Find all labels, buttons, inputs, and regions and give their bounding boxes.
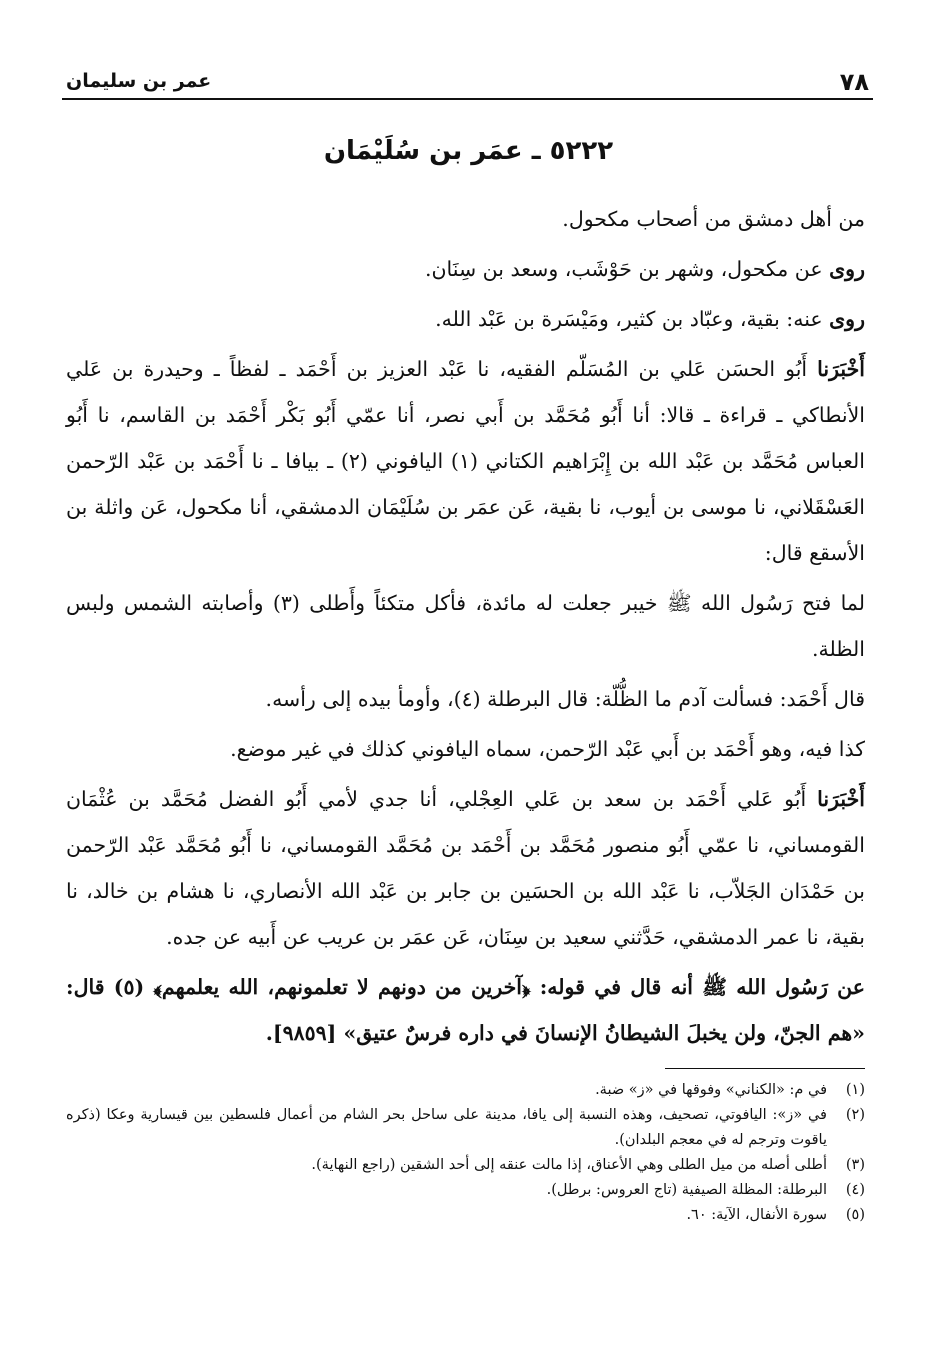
footnote-number: (٣) <box>845 1157 865 1173</box>
paragraph <box>66 246 865 292</box>
footnote-number: (٥) <box>845 1207 865 1223</box>
footnote-text: أطلى أصله من ميل الطلى وهي الأعناق، إذا مالت عنقه إلى أحد الشقين (راجع النهاية). <box>311 1157 827 1173</box>
paragraph <box>66 676 865 722</box>
paragraph <box>66 776 865 960</box>
running-title: عمر بن سليمان <box>66 70 212 92</box>
footnote-text: في «ز»: اليافوتي، تصحيف، وهذه النسبة إلى يافا، مدينة على ساحل بحر الشام من أعمال فلسطين بين قيسارية وعكا (ذكره ياقوت وترجم له في معجم البلدان). <box>66 1107 827 1148</box>
paragraph-text: كذا فيه، وهو أَحْمَد بن أَبي عَبْد الرّحمن، سماه اليافوني كذلك في غير موضع. <box>230 737 865 761</box>
paragraph-text: أَبُو الحسَن عَلي بن المُسَلّم الفقيه، نا عَبْد العزيز بن أَحْمَد ـ لفظاً ـ وحيدرة بن عَلي الأنطاكي ـ قراءة ـ قالا: أنا أَبُو مُحَمَّد بن أَبي نصر، أنا عمّي أَبُو بَكْر أَحْمَد بن القاسم، نا أَبُو العباس مُحَمَّد بن عَبْد الله بن إِبْرَاهيم الكتاني (١) اليافوني (٢) ـ بيافا ـ نا أَحْمَد بن عَبْد الرّحمن العَسْقَلاني، نا موسى بن أيوب، نا بقية، عَن عمَر بن سُلَيْمَان الدمشقي، أنا مكحول، عَن واثلة بن الأسقع قال: <box>66 357 865 565</box>
paragraph-text: أَبُو عَلي أَحْمَد بن سعد بن عَلي العِجْلي، أنا جدي لأمي أَبُو الفضل مُحَمَّد بن عُثْمَان القومساني، نا عمّي أَبُو منصور مُحَمَّد بن أَحْمَد بن مُحَمَّد القومساني، نا أَبُو مُحَمَّد عَبْد الرّحمن بن حَمْدَان الجَلاّب، نا عَبْد الله بن الحسَين بن جابر بن عَبْد الله الأنصاري، نا هشام بن خالد، نا بقية، نا عمر الدمشقي، حَدَّثني سعيد بن سِنَان، عَن عمَر بن عريب عن أَبيه عن جده. <box>66 787 865 949</box>
paragraph-text: قال أَحْمَد: فسألت آدم ما الظُّلّة: قال البرطلة (٤)، وأومأ بيده إلى رأسه. <box>265 687 865 711</box>
entry-title: ٥٢٢٢ ـ عمَر بن سُلَيْمَان <box>323 136 614 166</box>
footnote-text: سورة الأنفال، الآية: ٦٠. <box>686 1207 827 1223</box>
paragraph-text: عن مكحول، وشهر بن حَوْشَب، وسعد بن سِنَان. <box>424 257 830 281</box>
paragraph-text: من أهل دمشق من أصحاب مكحول. <box>562 207 865 231</box>
footnote-number: (٤) <box>845 1182 865 1198</box>
footnotes <box>66 1078 865 1228</box>
footnote-separator <box>665 1068 865 1069</box>
footnote <box>66 1078 865 1103</box>
footnote-number: (٢) <box>845 1107 865 1123</box>
footnote <box>66 1153 865 1178</box>
paragraph <box>66 726 865 772</box>
paragraph <box>66 196 865 242</box>
running-header <box>62 68 873 100</box>
paragraph-text: عنه: بقية، وعبّاد بن كثير، ومَيْسَرة بن عَبْد الله. <box>435 307 830 331</box>
footnote-text: في م: «الكناني» وفوقها في «ز» ضبة. <box>595 1082 827 1098</box>
paragraph-text: لما فتح رَسُول الله ﷺ خيبر جعلت له مائدة، فأكل متكئاً وأَطلى (٣) وأصابته الشمس ولبس الظلة. <box>66 591 865 661</box>
footnote <box>66 1178 865 1203</box>
paragraph-lead: روى <box>829 257 865 281</box>
paragraph-lead: أَخْبَرَنا <box>817 787 865 811</box>
footnote-number: (١) <box>845 1082 865 1098</box>
footnote <box>66 1103 865 1153</box>
paragraph <box>66 346 865 576</box>
paragraph-text: عن رَسُول الله ﷺ أنه قال في قوله: ﴿آخرين من دونهم لا تعلمونهم، الله يعلمهم﴾ (٥) قال: «هم الجنّ، ولن يخبلَ الشيطانُ الإنسانَ في داره فرسٌ عتيق» [٩٨٥٩]. <box>66 975 865 1045</box>
main-text <box>66 196 865 1060</box>
paragraph <box>66 964 865 1056</box>
footnote <box>66 1203 865 1228</box>
paragraph <box>66 580 865 672</box>
paragraph-lead: روى <box>829 307 865 331</box>
paragraph <box>66 296 865 342</box>
footnote-text: البرطلة: المظلة الصيفية (تاج العروس: برطل). <box>546 1182 827 1198</box>
page-number: ٧٨ <box>839 68 869 96</box>
paragraph-lead: أَخْبَرَنا <box>817 357 865 381</box>
